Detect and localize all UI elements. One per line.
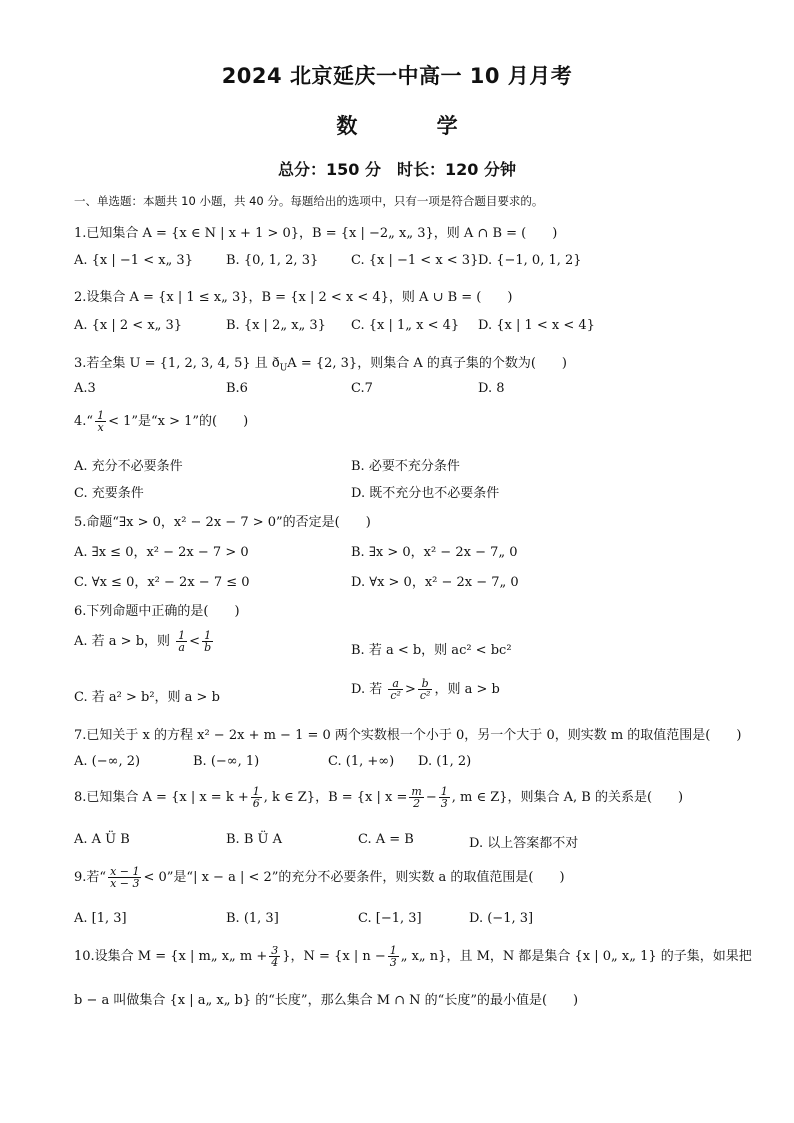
question-8-fraction-1 [251,786,262,809]
question-10-stem-prefix: 10.设集合 M = {x | m„ x„ m + [74,949,268,964]
question-2-stem: 2.设集合 A = {x | 1 ≤ x„ 3}，B = {x | 2 < x < 4}，则 A ∪ B = ( ) [74,290,513,305]
question-8-option-b: B. B Ü A [226,832,282,847]
question-8-stem-suffix: , m ∈ Z}，则集合 A, B 的关系是( ) [451,790,684,805]
section-heading: 一、单选题：本题共 10 小题，共 40 分。每题给出的选项中，只有一项是符合题目要求的。 [74,194,544,208]
question-9-option-a: A. [1, 3] [74,911,127,926]
question-10-fraction-1 [269,945,280,968]
question-9-option-c: C. [−1, 3] [358,911,422,926]
question-4-fraction [95,410,106,433]
question-5-stem: 5.命题“∃x > 0，x² − 2x − 7 > 0”的否定是( ) [74,515,371,530]
option-d-fraction-1 [388,678,403,701]
option-d-suffix: ，则 a > b [434,682,500,697]
question-4-option-d: D. 既不充分也不必要条件 [351,486,500,501]
question-4-option-b: B. 必要不充分条件 [351,459,460,474]
exam-subject: 数 学 [336,114,494,138]
question-2-option-b: B. {x | 2„ x„ 3} [226,318,326,333]
option-d-fraction-2 [418,678,433,701]
question-4-stem-prefix: 4.“ [74,414,94,429]
question-9-stem-suffix: < 0”是“| x − a | < 2”的充分不必要条件，则实数 a 的取值范围是( ) [143,870,565,885]
question-8-fraction-3 [439,786,450,809]
complement-subscript: U [279,363,288,374]
question-8-stem-mid: , k ∈ Z}，B = {x | x = [263,790,408,805]
fraction-denominator: x [97,421,104,434]
minus-sign: − [425,790,437,805]
fraction-denominator: 2 [413,797,421,810]
question-1-option-c: C. {x | −1 < x < 3} [351,253,479,268]
question-9-stem [74,866,565,889]
fraction-denominator: c² [419,689,431,702]
question-9-option-d: D. (−1, 3] [469,911,534,926]
fraction-numerator: m [411,785,422,798]
question-3-stem-part-1: 3.若全集 U = {1, 2, 3, 4, 5} 且 ð [74,356,280,371]
fraction-numerator: 1 [178,629,186,642]
question-1-stem: 1.已知集合 A = {x ∈ N | x + 1 > 0}，B = {x | −2„ x„ 3}，则 A ∩ B = ( ) [74,226,558,241]
fraction-numerator: 1 [252,785,260,798]
question-10-stem-mid: }，N = {x | n − [282,949,386,964]
option-a-text: A. 若 a > b，则 [74,634,171,649]
greater-than-sign: > [404,682,416,697]
question-6-option-c: C. 若 a² > b²，则 a > b [74,690,220,705]
question-7-stem: 7.已知关于 x 的方程 x² − 2x + m − 1 = 0 两个实数根一个小于 0，另一个大于 0，则实数 m 的取值范围是( ) [74,728,742,743]
fraction-numerator: 1 [202,630,213,642]
question-9-stem-prefix: 9.若“ [74,870,107,885]
question-9-option-b: B. (1, 3] [226,911,279,926]
exam-title: 2024 北京延庆一中高一 10 月月考 [221,64,573,88]
question-2-option-a: A. {x | 2 < x„ 3} [74,318,183,333]
exam-meta: 总分：150 分 时长：120 分钟 [278,160,516,179]
fraction-numerator: 3 [271,944,279,957]
question-3-option-a: A.3 [74,381,96,396]
question-7-option-b: B. (−∞, 1) [193,754,260,769]
option-a-fraction-1 [176,630,187,653]
question-8-option-c: C. A = B [358,832,414,847]
question-2-option-d: D. {x | 1 < x < 4} [478,318,595,333]
question-4-stem-suffix: < 1”是“x > 1”的( ) [108,414,249,429]
fraction-numerator: a [388,678,403,690]
less-than-sign: < [189,634,201,649]
option-a-fraction-2 [202,630,213,653]
question-3-stem [74,352,567,374]
question-6-option-d [351,678,500,701]
fraction-denominator: c² [390,689,401,702]
question-6-stem: 6.下列命题中正确的是( ) [74,604,240,619]
question-8-option-a: A. A Ü B [74,832,130,847]
question-1-option-d: D. {−1, 0, 1, 2} [478,253,582,268]
question-8-option-d: D. 以上答案都不对 [469,836,579,851]
question-8-stem-prefix: 8.已知集合 A = {x | x = k + [74,790,249,805]
question-7-option-a: A. (−∞, 2) [74,754,141,769]
fraction-denominator: 3 [440,797,448,810]
fraction-denominator: x − 3 [110,877,140,890]
question-1-option-b: B. {0, 1, 2, 3} [226,253,319,268]
question-2-option-c: C. {x | 1„ x < 4} [351,318,460,333]
question-3-option-c: C.7 [351,381,373,396]
fraction-numerator: b [418,678,433,690]
question-5-option-b: B. ∃x > 0，x² − 2x − 7„ 0 [351,545,518,560]
question-6-option-a [74,630,215,653]
question-5-option-c: C. ∀x ≤ 0，x² − 2x − 7 ≤ 0 [74,575,250,590]
fraction-denominator: 3 [389,956,397,969]
question-10-stem-line-2: b − a 叫做集合 {x | a„ x„ b} 的“长度”，那么集合 M ∩ N 的“长度”的最小值是( ) [74,993,579,1008]
question-6-option-b: B. 若 a < b，则 ac² < bc² [351,643,512,658]
question-5-option-a: A. ∃x ≤ 0，x² − 2x − 7 > 0 [74,545,249,560]
fraction-denominator: b [204,641,212,654]
question-8-fraction-2 [409,786,423,809]
question-4-stem [74,410,248,433]
fraction-denominator: 4 [271,956,279,969]
question-4-option-a: A. 充分不必要条件 [74,459,183,474]
fraction-denominator: a [178,641,185,654]
fraction-numerator: 1 [97,409,105,422]
question-3-option-b: B.6 [226,381,248,396]
question-8-stem [74,786,683,809]
question-1-option-a: A. {x | −1 < x„ 3} [74,253,193,268]
question-10-fraction-2 [388,945,399,968]
option-d-text: D. 若 [351,682,383,697]
question-3-option-d: D. 8 [478,381,505,396]
question-10-stem-line-1 [74,945,752,968]
question-7-option-d: D. (1, 2) [418,754,472,769]
fraction-numerator: 1 [389,944,397,957]
question-3-stem-part-2: A = {2, 3}，则集合 A 的真子集的个数为( ) [287,356,567,371]
question-4-option-c: C. 充要条件 [74,486,144,501]
question-5-option-d: D. ∀x > 0，x² − 2x − 7„ 0 [351,575,519,590]
fraction-denominator: 6 [252,797,260,810]
fraction-numerator: x − 1 [110,865,140,878]
fraction-numerator: 1 [440,785,448,798]
question-9-fraction [108,866,141,889]
question-10-stem-suffix: „ x„ n}，且 M，N 都是集合 {x | 0„ x„ 1} 的子集，如果把 [400,949,752,964]
question-7-option-c: C. (1, +∞) [328,754,395,769]
